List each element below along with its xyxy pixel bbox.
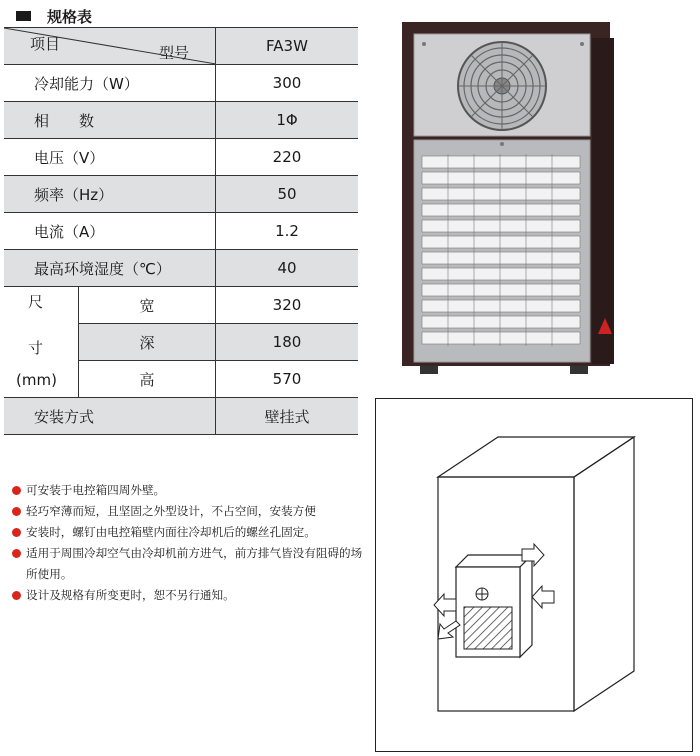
model-value: FA3W (216, 28, 359, 65)
note-text: 轻巧窄薄而短，且坚固之外型设计，不占空间，安装方便 (26, 504, 316, 518)
dimension-side-label (4, 287, 79, 397)
list-item (12, 543, 372, 585)
table-row (4, 213, 358, 250)
header-item-label: 项目 (30, 35, 61, 53)
row-label: 最高环境湿度（℃） (4, 250, 216, 287)
table-row (4, 250, 358, 287)
dimension-row-value: 180 (216, 324, 359, 361)
row-label: 电压（V） (4, 139, 216, 176)
table-row (4, 287, 358, 398)
page-title-text: 规格表 (47, 7, 93, 26)
bullet-icon (12, 591, 21, 600)
row-value: 1Φ (216, 102, 359, 139)
row-value: 220 (216, 139, 359, 176)
row-value: 40 (216, 250, 359, 287)
dimension-row-value: 570 (216, 361, 359, 398)
cooler-unit-photo (400, 20, 622, 380)
row-label: 频率（Hz） (4, 176, 216, 213)
row-label: 相 数 (4, 102, 216, 139)
installation-diagram (375, 398, 693, 752)
list-item (12, 585, 372, 606)
row-value: 1.2 (216, 213, 359, 250)
header-cell (4, 28, 216, 65)
bullet-icon (12, 486, 21, 495)
list-item (12, 522, 372, 543)
title-square-icon (16, 11, 31, 21)
dimension-label-cun: 寸 (28, 339, 44, 357)
table-row (4, 102, 358, 139)
note-text: 适用于周围冷却空气由冷却机前方进气，前方排气皆没有阻碍的场所使用。 (26, 546, 363, 581)
bullet-icon (12, 507, 21, 516)
header-diagonal-line (4, 28, 216, 64)
dimension-block (4, 287, 358, 398)
row-value: 300 (216, 65, 359, 102)
spec-table (4, 27, 358, 435)
dimension-row-label: 深 (79, 324, 216, 361)
row-value: 壁挂式 (216, 398, 359, 435)
dimension-row-label: 高 (79, 361, 216, 398)
note-text: 可安装于电控箱四周外壁。 (26, 483, 166, 497)
bullet-icon (12, 549, 21, 558)
note-text: 设计及规格有所变更时，恕不另行通知。 (26, 588, 235, 602)
table-header-row (4, 28, 358, 65)
bullet-icon (12, 528, 21, 537)
list-item (12, 501, 372, 522)
table-row (4, 65, 358, 102)
list-item (12, 480, 372, 501)
installation-diagram-svg (376, 399, 692, 751)
note-text: 安装时，螺钉由电控箱壁内面往冷却机后的螺丝孔固定。 (26, 525, 316, 539)
dimension-row-label: 宽 (79, 287, 216, 324)
dimension-label-chi: 尺 (28, 293, 44, 311)
page-title (16, 6, 92, 26)
header-model-label: 型号 (159, 44, 190, 62)
table-row (4, 176, 358, 213)
dimension-row-value: 320 (216, 287, 359, 324)
notes-list (12, 480, 372, 606)
row-label: 安装方式 (4, 398, 216, 435)
table-row (4, 398, 358, 435)
row-value: 50 (216, 176, 359, 213)
dimension-label-unit: (mm) (16, 371, 57, 389)
table-row (4, 139, 358, 176)
row-label: 电流（A） (4, 213, 216, 250)
row-label: 冷却能力（W） (4, 65, 216, 102)
